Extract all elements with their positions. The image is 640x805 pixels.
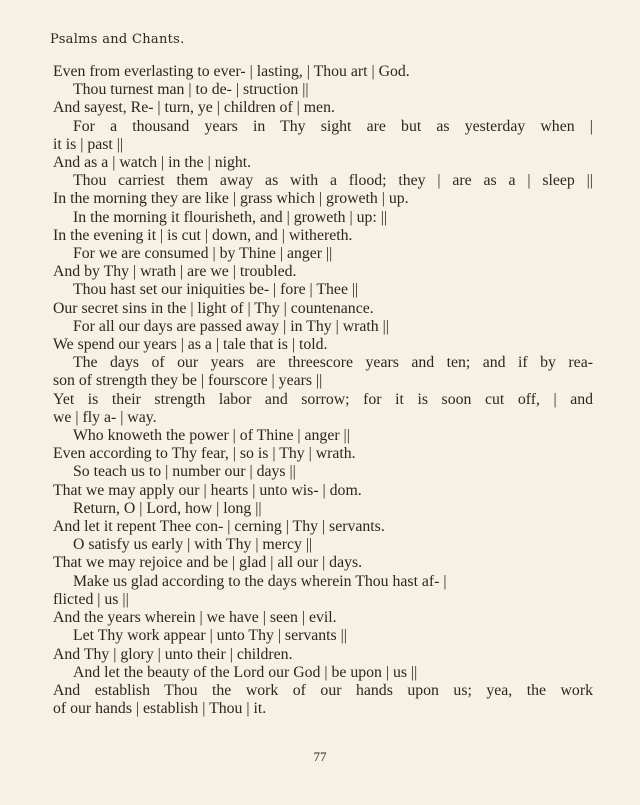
verse-line: And as a | watch | in the | night. [53,154,252,172]
verse-line: Thou carriest them away as with a flood; they | are as a | sleep || [73,172,593,190]
verse-line: And establish Thou the work of our hands upon us; yea, the work [53,681,593,699]
verse-line: And by Thy | wrath | are we | troubled. [53,263,297,281]
verse-line: it is | past || [53,135,124,153]
verse-line: Thou hast set our iniquities be- | fore | Thee || [73,281,359,299]
verse-line: Who knoweth the power | of Thine | anger || [73,427,350,445]
verse-line: The days of our years are threescore years and ten; and if by rea- [73,354,593,372]
running-head: Psalms and Chants. [50,32,185,47]
verse-line: In the morning it flourisheth, and | groweth | up: || [73,208,388,226]
verse-line: O satisfy us early | with Thy | mercy || [73,536,313,554]
verse-line: For all our days are passed away | in Thy | wrath || [73,317,389,335]
verse-line: And let the beauty of the Lord our God | be upon | us || [73,663,418,681]
verse-line: So teach us to | number our | days || [73,463,296,481]
verse-line: of our hands | establish | Thou | it. [53,700,267,718]
verse-line: In the evening it | is cut | down, and | withereth. [53,226,353,244]
verse-line: Even according to Thy fear, | so is | Thy | wrath. [53,445,356,463]
verse-line: In the morning they are like | grass which | groweth | up. [53,190,409,208]
verse-line: son of strength they be | fourscore | years || [53,372,323,390]
verse-line: Our secret sins in the | light of | Thy | countenance. [53,299,374,317]
verse-line: Thou turnest man | to de- | struction || [73,81,309,99]
verse-line: For we are consumed | by Thine | anger || [73,245,333,263]
verse-line: Even from everlasting to ever- | lasting, | Thou art | God. [53,63,410,80]
verse-line: And let it repent Thee con- | cerning | Thy | servants. [53,518,385,536]
verse-line: That we may rejoice and be | glad | all our | days. [53,554,363,572]
verse-line: For a thousand years in Thy sight are but as yesterday when | [73,117,593,135]
verse-line: flicted | us || [53,590,129,608]
verse-line: Return, O | Lord, how | long || [73,499,262,517]
verse-line: And the years wherein | we have | seen | evil. [53,609,337,627]
verse-line: Make us glad according to the days wherein Thou hast af- | [73,572,447,590]
verse-line: we | fly a- | way. [53,408,157,426]
page-number: 77 [313,749,327,764]
verse-line: And Thy | glory | unto their | children. [53,645,293,663]
verse-line: And sayest, Re- | turn, ye | children of | men. [53,99,335,117]
psalm-text [53,63,593,718]
verse-line: We spend our years | as a | tale that is | told. [53,336,328,354]
verse-line: That we may apply our | hearts | unto wis- | dom. [53,481,362,499]
verse-line: Let Thy work appear | unto Thy | servants || [73,627,347,645]
verse-line: Yet is their strength labor and sorrow; for it is soon cut off, | and [53,390,594,408]
